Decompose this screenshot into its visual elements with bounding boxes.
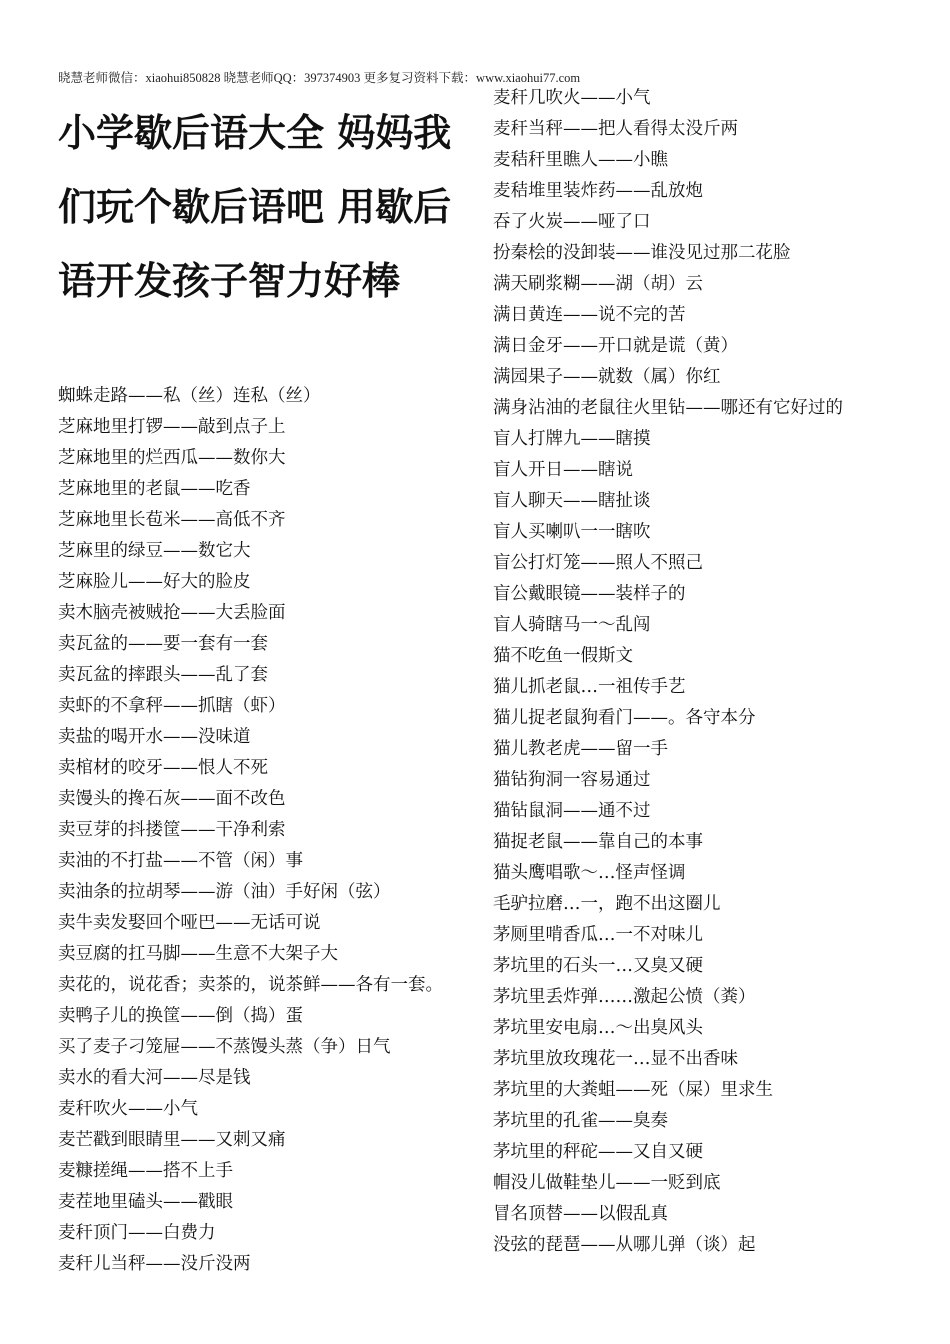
xiehouyu-item: 麦秆吹火——小气 [58,1099,198,1119]
xiehouyu-item: 卖鸭子儿的换筐——倒（捣）蛋 [58,1006,303,1026]
xiehouyu-item: 芝麻地里打锣——敲到点子上 [58,417,286,437]
right-column [493,83,843,1261]
xiehouyu-item: 茅厕里啃香瓜…一不对味儿 [493,925,703,945]
xiehouyu-item: 茅坑里放玫瑰花一…显不出香味 [493,1049,738,1069]
xiehouyu-item: 麦秸堆里装炸药——乱放炮 [493,181,703,201]
xiehouyu-item: 盲人打牌九——瞎摸 [493,429,651,449]
xiehouyu-item: 满日金牙——开口就是谎（黄） [493,336,738,356]
xiehouyu-item: 茅坑里安电扇…～出臭风头 [493,1018,703,1038]
xiehouyu-item: 猫捉老鼠——靠自己的本事 [493,832,703,852]
document-title: 小学歇后语大全 妈妈我们玩个歇后语吧 用歇后语开发孩子智力好棒 [58,111,452,303]
xiehouyu-item: 芝麻地里长苞米——高低不齐 [58,510,286,530]
xiehouyu-item: 麦茬地里磕头——戳眼 [58,1192,233,1212]
xiehouyu-item: 猫儿捉老鼠狗看门——。各守本分 [493,708,756,728]
xiehouyu-item: 卖豆芽的抖搂筐——干净利索 [58,820,286,840]
xiehouyu-item: 猫儿教老虎——留一手 [493,739,668,759]
xiehouyu-item: 帽没儿做鞋垫儿——一贬到底 [493,1173,721,1193]
xiehouyu-item: 盲公戴眼镜——装样子的 [493,584,686,604]
xiehouyu-item: 卖花的，说花香；卖茶的，说茶鲜——各有一套。 [58,975,443,995]
xiehouyu-item: 毛驴拉磨…一，跑不出这圈儿 [493,894,721,914]
xiehouyu-item: 茅坑里的孔雀——臭奏 [493,1111,668,1131]
xiehouyu-item: 吞了火炭——哑了口 [493,212,651,232]
xiehouyu-item: 卖牛卖发娶回个哑巴——无话可说 [58,913,321,933]
left-column [58,381,443,1280]
xiehouyu-item: 猫钻鼠洞——通不过 [493,801,651,821]
xiehouyu-item: 猫不吃鱼一假斯文 [493,646,633,666]
xiehouyu-item: 盲人聊天——瞎扯谈 [493,491,651,511]
xiehouyu-item: 麦秆儿当秤——没斤没两 [58,1254,251,1274]
xiehouyu-item: 满天刷浆糊——湖（胡）云 [493,274,703,294]
xiehouyu-item: 满园果子——就数（属）你红 [493,367,721,387]
xiehouyu-item: 盲人买喇叭一一瞎吹 [493,522,651,542]
xiehouyu-item: 麦秆顶门——白费力 [58,1223,216,1243]
xiehouyu-item: 茅坑里的秤砣——又自又硬 [493,1142,703,1162]
xiehouyu-item: 芝麻脸儿——好大的脸皮 [58,572,251,592]
xiehouyu-item: 卖棺材的咬牙——恨人不死 [58,758,268,778]
xiehouyu-item: 猫头鹰唱歌～…怪声怪调 [493,863,686,883]
xiehouyu-item: 没弦的琵琶——从哪儿弹（谈）起 [493,1235,756,1255]
xiehouyu-item: 蜘蛛走路——私（丝）连私（丝） [58,386,321,406]
xiehouyu-item: 芝麻里的绿豆——数它大 [58,541,251,561]
xiehouyu-item: 卖木脑壳被贼抢——大丢脸面 [58,603,286,623]
xiehouyu-item: 卖油的不打盐——不管（闲）事 [58,851,303,871]
xiehouyu-item: 卖水的看大河——尽是钱 [58,1068,251,1088]
xiehouyu-item: 扮秦桧的没卸装——谁没见过那二花脸 [493,243,791,263]
xiehouyu-item: 茅坑里丢炸弹……激起公愤（粪） [493,987,756,1007]
xiehouyu-item: 芝麻地里的老鼠——吃香 [58,479,251,499]
xiehouyu-item: 麦秆几吹火——小气 [493,88,651,108]
xiehouyu-item: 盲人骑瞎马一～乱闯 [493,615,651,635]
xiehouyu-item: 芝麻地里的烂西瓜——数你大 [58,448,286,468]
xiehouyu-item: 冒名顶替——以假乱真 [493,1204,668,1224]
xiehouyu-item: 茅坑里的石头一…又臭又硬 [493,956,703,976]
xiehouyu-item: 猫钻狗洞一容易通过 [493,770,651,790]
xiehouyu-item: 卖豆腐的扛马脚——生意不大架子大 [58,944,338,964]
xiehouyu-item: 盲人开日——瞎说 [493,460,633,480]
xiehouyu-item: 麦糠搓绳——搭不上手 [58,1161,233,1181]
xiehouyu-item: 盲公打灯笼——照人不照己 [493,553,703,573]
page-header: 晓慧老师微信：xiaohui850828 晓慧老师QQ：397374903 更多复习资料下载：www.xiaohui77.com [58,71,581,85]
xiehouyu-item: 茅坑里的大粪蛆——死（屎）里求生 [493,1080,773,1100]
xiehouyu-item: 买了麦子刁笼屉——不蒸馒头蒸（争）日气 [58,1037,391,1057]
xiehouyu-item: 卖虾的不拿秤——抓瞎（虾） [58,696,286,716]
xiehouyu-item: 卖油条的拉胡琴——游（油）手好闲（弦） [58,882,391,902]
xiehouyu-item: 满身沾油的老鼠往火里钻——哪还有它好过的 [493,398,843,418]
xiehouyu-item: 卖瓦盆的——要一套有一套 [58,634,268,654]
xiehouyu-item: 猫儿抓老鼠…一祖传手艺 [493,677,686,697]
xiehouyu-item: 麦芒戳到眼睛里——又刺又痛 [58,1130,286,1150]
xiehouyu-item: 卖盐的喝开水——没味道 [58,727,251,747]
xiehouyu-item: 卖瓦盆的摔跟头——乱了套 [58,665,268,685]
xiehouyu-item: 满日黄连——说不完的苦 [493,305,686,325]
xiehouyu-item: 麦秆当秤——把人看得太没斤两 [493,119,738,139]
xiehouyu-item: 卖馒头的搀石灰——面不改色 [58,789,286,809]
xiehouyu-item: 麦秸秆里瞧人——小瞧 [493,150,668,170]
